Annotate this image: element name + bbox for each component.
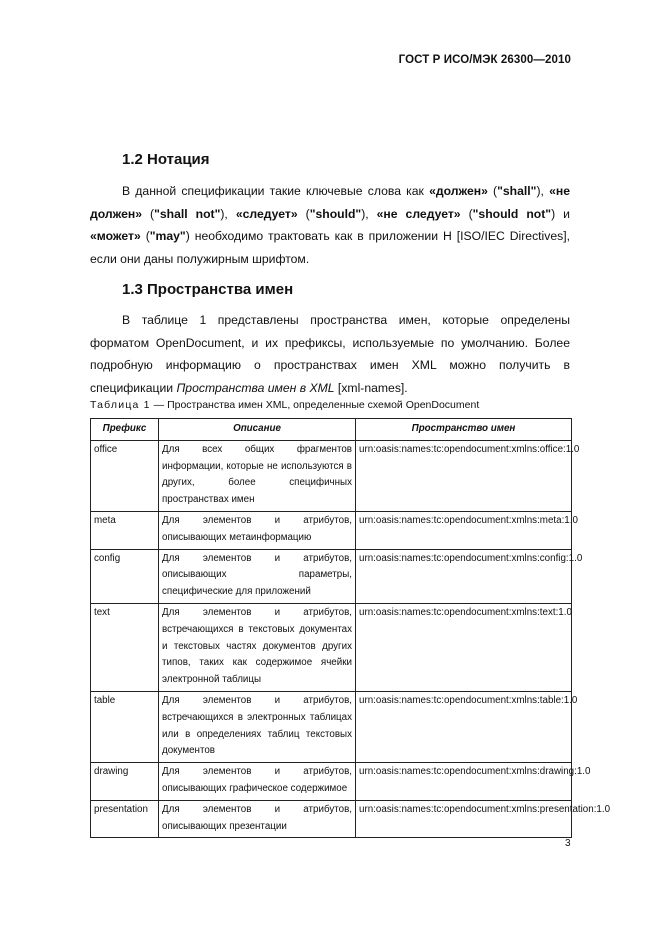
keyword-ru: «следует» xyxy=(235,206,298,221)
description-cell: Для всех общих фрагментов информации, которые не используются в других, более специфичных пространствах имен xyxy=(159,440,356,511)
prefix-cell: table xyxy=(91,691,159,762)
column-header-namespace: Пространство имен xyxy=(356,419,572,441)
text-run: [xml-names]. xyxy=(334,380,408,395)
notation-paragraph xyxy=(90,180,570,270)
column-header-description: Описание xyxy=(159,419,356,441)
text-run: ) и xyxy=(551,206,570,221)
table-row xyxy=(91,603,572,691)
namespace-cell: urn:oasis:names:tc:opendocument:xmlns:office:1.0 xyxy=(356,440,572,511)
table-caption-label: Таблица 1 xyxy=(90,399,151,411)
keyword-en: "should" xyxy=(309,206,362,221)
text-run: ( xyxy=(297,206,310,221)
prefix-cell: drawing xyxy=(91,763,159,801)
namespace-cell: urn:oasis:names:tc:opendocument:xmlns:config:1.0 xyxy=(356,549,572,603)
prefix-cell: config xyxy=(91,549,159,603)
text-run: ( xyxy=(460,206,473,221)
namespaces-table xyxy=(90,418,611,838)
standard-header: ГОСТ Р ИСО/МЭК 26300—2010 xyxy=(398,54,571,66)
table-caption-text: — Пространства имен XML, определенные схемой OpenDocument xyxy=(150,399,480,411)
table-row xyxy=(91,511,572,549)
table-row xyxy=(91,800,572,838)
description-cell: Для элементов и атрибутов, описывающих графическое содержимое xyxy=(159,763,356,801)
prefix-cell: presentation xyxy=(91,800,159,838)
namespace-cell: urn:oasis:names:tc:opendocument:xmlns:meta:1.0 xyxy=(356,511,572,549)
text-run: ), xyxy=(220,206,236,221)
table-row xyxy=(91,440,572,511)
table-header-row xyxy=(91,419,572,441)
namespace-cell: urn:oasis:names:tc:opendocument:xmlns:text:1.0 xyxy=(356,603,572,691)
namespace-cell: urn:oasis:names:tc:opendocument:xmlns:table:1.0 xyxy=(356,691,572,762)
table-row xyxy=(91,691,572,762)
text-run: ( xyxy=(487,184,498,198)
table-row xyxy=(91,763,572,801)
text-run: ), xyxy=(361,206,377,221)
text-run: ), xyxy=(536,184,550,198)
table-row xyxy=(91,549,572,603)
prefix-cell: text xyxy=(91,603,159,691)
namespace-cell: urn:oasis:names:tc:opendocument:xmlns:presentation:1.0 xyxy=(356,800,572,838)
table-caption xyxy=(90,399,479,411)
prefix-cell: office xyxy=(91,440,159,511)
column-header-prefix: Префикс xyxy=(91,419,159,441)
text-run: В данной спецификации такие ключевые слова как xyxy=(122,184,430,198)
italic-reference: Пространства имен в XML xyxy=(176,380,335,395)
namespace-cell: urn:oasis:names:tc:opendocument:xmlns:drawing:1.0 xyxy=(356,763,572,801)
text-run: В таблице 1 представлены пространства имен, которые определены форматом OpenDocument, и их префиксы, используемые по умолчанию. Более подробную информацию о пространствах имен XML можно получить в спецификации xyxy=(90,313,570,395)
text-run: ) необходимо трактовать как в приложении H [ISO/IEC Directives], если они даны полужирным шрифтом. xyxy=(90,229,570,266)
prefix-cell: meta xyxy=(91,511,159,549)
keyword-en: "shall not" xyxy=(154,206,221,221)
page-number: 3 xyxy=(565,838,571,849)
description-cell: Для элементов и атрибутов, встречающихся в электронных таблицах или в определениях таблиц текстовых документов xyxy=(159,691,356,762)
keyword-en: "may" xyxy=(149,229,186,243)
description-cell: Для элементов и атрибутов, описывающих метаинформацию xyxy=(159,511,356,549)
keyword-ru: «не следует» xyxy=(376,206,461,221)
text-run: ( xyxy=(142,206,155,221)
description-cell: Для элементов и атрибутов, описывающих параметры, специфические для приложений xyxy=(159,549,356,603)
section-title-namespaces: 1.3 Пространства имен xyxy=(122,281,294,298)
description-cell: Для элементов и атрибутов, описывающих презентации xyxy=(159,800,356,838)
description-cell: Для элементов и атрибутов, встречающихся в текстовых документах и текстовых частях документов других типов, таких как содержимое ячейки электронной таблицы xyxy=(159,603,356,691)
keyword-ru: «может» xyxy=(90,229,141,243)
text-run: ( xyxy=(140,229,150,243)
namespaces-paragraph xyxy=(90,309,570,399)
keyword-en: "shall" xyxy=(497,184,537,198)
section-title-notation: 1.2 Нотация xyxy=(122,151,210,168)
keyword-en: "should not" xyxy=(472,206,552,221)
keyword-ru: «должен» xyxy=(429,184,488,198)
keyword-ru: «не должен» xyxy=(90,184,570,221)
